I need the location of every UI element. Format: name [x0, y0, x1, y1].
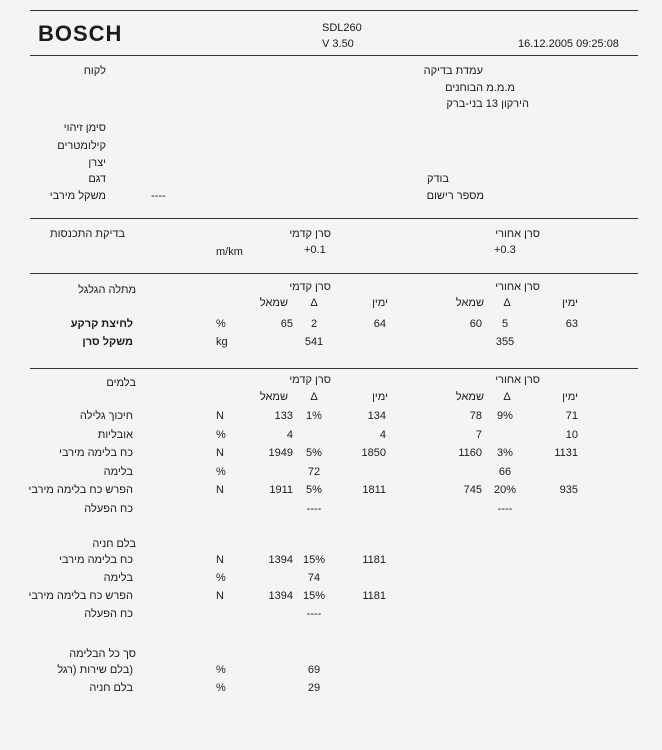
- brakes-row-unit: N: [216, 410, 224, 422]
- device-model: SDL260: [322, 22, 362, 34]
- alignment-front-label: סרן קדמי: [289, 228, 331, 240]
- max-weight-value: ----: [151, 190, 166, 202]
- brakes-row-label: כח הפעלה: [84, 502, 133, 515]
- brakes-rear-delta-value: 66: [498, 465, 512, 478]
- bosch-logo: BOSCH: [38, 21, 123, 46]
- parking-front-delta-value: 74: [307, 572, 321, 584]
- parking-row-unit: N: [216, 554, 224, 566]
- max-weight-label: משקל מירבי: [49, 190, 106, 202]
- station-label: עמדת בדיקה: [423, 65, 483, 77]
- tires-row-label: משקל סרן: [82, 336, 133, 348]
- tires-row-label: לחיצת קרקע: [70, 318, 133, 330]
- brakes-rear-delta-value: 20%: [493, 484, 517, 496]
- header-rule: [30, 55, 638, 56]
- brakes-front-left-value: 133: [274, 410, 293, 422]
- reg-number-label: מספר רישום: [426, 190, 484, 202]
- section-rule-tires: [30, 273, 638, 274]
- parking-front-right-value: 1181: [362, 554, 386, 566]
- alignment-title: בדיקת התכנסות: [50, 228, 125, 240]
- brakes-front-right-value: 134: [367, 410, 386, 422]
- parking-front-left-value: 1394: [268, 554, 293, 566]
- brakes-rear-left-value: 78: [469, 410, 482, 422]
- total-front-delta-value: 69: [307, 664, 321, 676]
- brakes-front-left-value: 4: [286, 428, 293, 441]
- brakes-col-delta-rear: Δ: [503, 391, 511, 403]
- brakes-col-left-rear: שמאל: [455, 391, 484, 403]
- tires-front-label: סרן קדמי: [289, 281, 331, 293]
- brakes-row-unit: N: [216, 447, 224, 459]
- parking-row-label: כח בלימה מירבי: [59, 554, 133, 566]
- top-rule: [30, 10, 638, 11]
- parking-front-left-value: 1394: [268, 590, 293, 602]
- tires-front-delta-value: 2: [310, 318, 318, 330]
- brakes-row-label: הפרש כח בלימה מירבי: [28, 484, 133, 496]
- brakes-row-label: אובליות: [97, 428, 133, 441]
- brakes-front-delta-value: 5%: [306, 447, 322, 459]
- brakes-front-left-value: 1949: [268, 447, 293, 459]
- tires-col-delta-front: Δ: [310, 297, 318, 309]
- brakes-front-delta-value: 1%: [306, 410, 322, 422]
- parking-row-unit: N: [216, 590, 224, 602]
- tires-rear-label: סרן אחורי: [495, 281, 540, 293]
- brakes-front-delta-value: 72: [307, 465, 321, 478]
- parking-row-label: בלימה: [103, 572, 133, 584]
- maker-label: יצרן: [88, 157, 106, 169]
- total-row-unit: %: [216, 664, 226, 676]
- tires-title: מתלה הגלגל: [78, 284, 136, 296]
- brakes-col-right-front: ימין: [372, 391, 388, 403]
- km-label: קילומטרים: [57, 140, 106, 152]
- tires-col-delta-rear: Δ: [503, 297, 511, 309]
- parking-row-unit: %: [216, 572, 226, 584]
- brakes-front-right-value: 4: [379, 428, 386, 441]
- brakes-rear-delta-value: ----: [497, 502, 513, 515]
- total-title: סך כל הבלימה: [69, 648, 136, 660]
- brakes-col-delta-front: Δ: [310, 391, 318, 403]
- tires-col-right-rear: ימין: [562, 297, 578, 309]
- parking-title: בלם חניה: [92, 538, 136, 550]
- brakes-front-label: סרן קדמי: [289, 374, 331, 386]
- brakes-row-unit: %: [216, 465, 226, 478]
- brakes-rear-right-value: 71: [565, 410, 578, 422]
- brakes-col-left-front: שמאל: [259, 391, 288, 403]
- brakes-rear-right-value: 10: [565, 428, 578, 441]
- tires-front-delta-value: 541: [304, 336, 324, 348]
- inspector-label: בודק: [426, 173, 449, 185]
- parking-front-right-value: 1181: [362, 590, 386, 602]
- alignment-unit: m/km: [216, 246, 243, 258]
- brakes-front-left-value: 1911: [269, 484, 293, 496]
- total-row-label: (בלם שירות (רגל: [57, 664, 133, 676]
- tires-rear-delta-value: 355: [495, 336, 515, 348]
- tires-col-left-rear: שמאל: [455, 297, 484, 309]
- brakes-rear-left-value: 1160: [458, 447, 482, 459]
- brakes-rear-left-value: 7: [475, 428, 482, 441]
- tires-rear-right-value: 63: [565, 318, 578, 330]
- brakes-rear-delta-value: 9%: [497, 410, 513, 422]
- report-datetime: 16.12.2005 09:25:08: [518, 38, 619, 50]
- alignment-rear-label: סרן אחורי: [495, 228, 540, 240]
- tires-row-unit: kg: [216, 336, 228, 348]
- brakes-rear-delta-value: 3%: [497, 447, 513, 459]
- brakes-front-right-value: 1850: [361, 447, 386, 459]
- parking-front-delta-value: 15%: [302, 554, 326, 566]
- tires-front-left-value: 65: [280, 318, 293, 330]
- tires-col-right-front: ימין: [372, 297, 388, 309]
- parking-row-label: הפרש כח בלימה מירבי: [28, 590, 133, 602]
- parking-front-delta-value: 15%: [302, 590, 326, 602]
- model-label: דגם: [88, 173, 106, 185]
- customer-label: לקוח: [83, 65, 106, 77]
- total-row-label: בלם חניה: [89, 682, 133, 694]
- total-row-unit: %: [216, 682, 226, 694]
- brakes-row-label: חיכוך גלילה: [79, 410, 133, 422]
- tires-rear-left-value: 60: [469, 318, 482, 330]
- brakes-rear-right-value: 1131: [554, 447, 578, 459]
- section-rule-alignment: [30, 218, 638, 219]
- brakes-row-label: בלימה: [103, 465, 133, 478]
- station-name: מ.מ.מ הבוחנים: [445, 82, 515, 94]
- tires-front-right-value: 64: [373, 318, 386, 330]
- alignment-front-value: +0.1: [304, 244, 326, 256]
- tires-col-left-front: שמאל: [259, 297, 288, 309]
- brakes-rear-label: סרן אחורי: [495, 374, 540, 386]
- total-front-delta-value: 29: [307, 682, 321, 694]
- brakes-rear-right-value: 935: [559, 484, 578, 496]
- parking-front-delta-value: ----: [306, 608, 322, 620]
- brakes-front-delta-value: 5%: [306, 484, 322, 496]
- brakes-col-right-rear: ימין: [562, 391, 578, 403]
- tires-rear-delta-value: 5: [501, 318, 509, 330]
- brakes-rear-left-value: 745: [463, 484, 482, 496]
- brakes-front-right-value: 1811: [362, 484, 386, 496]
- brakes-row-label: כח בלימה מירבי: [59, 447, 133, 459]
- id-mark-label: סימן זיהוי: [63, 122, 106, 134]
- brakes-front-delta-value: ----: [306, 502, 322, 515]
- tires-row-unit: %: [216, 318, 226, 330]
- brakes-title: בלמים: [106, 377, 136, 389]
- station-address: הירקון 13 בני-ברק: [446, 98, 529, 110]
- brakes-row-unit: %: [216, 428, 226, 441]
- alignment-rear-value: +0.3: [494, 244, 516, 256]
- parking-row-label: כח הפעלה: [84, 608, 133, 620]
- brakes-row-unit: N: [216, 484, 224, 496]
- software-version: V 3.50: [322, 38, 354, 50]
- section-rule-brakes: [30, 368, 638, 369]
